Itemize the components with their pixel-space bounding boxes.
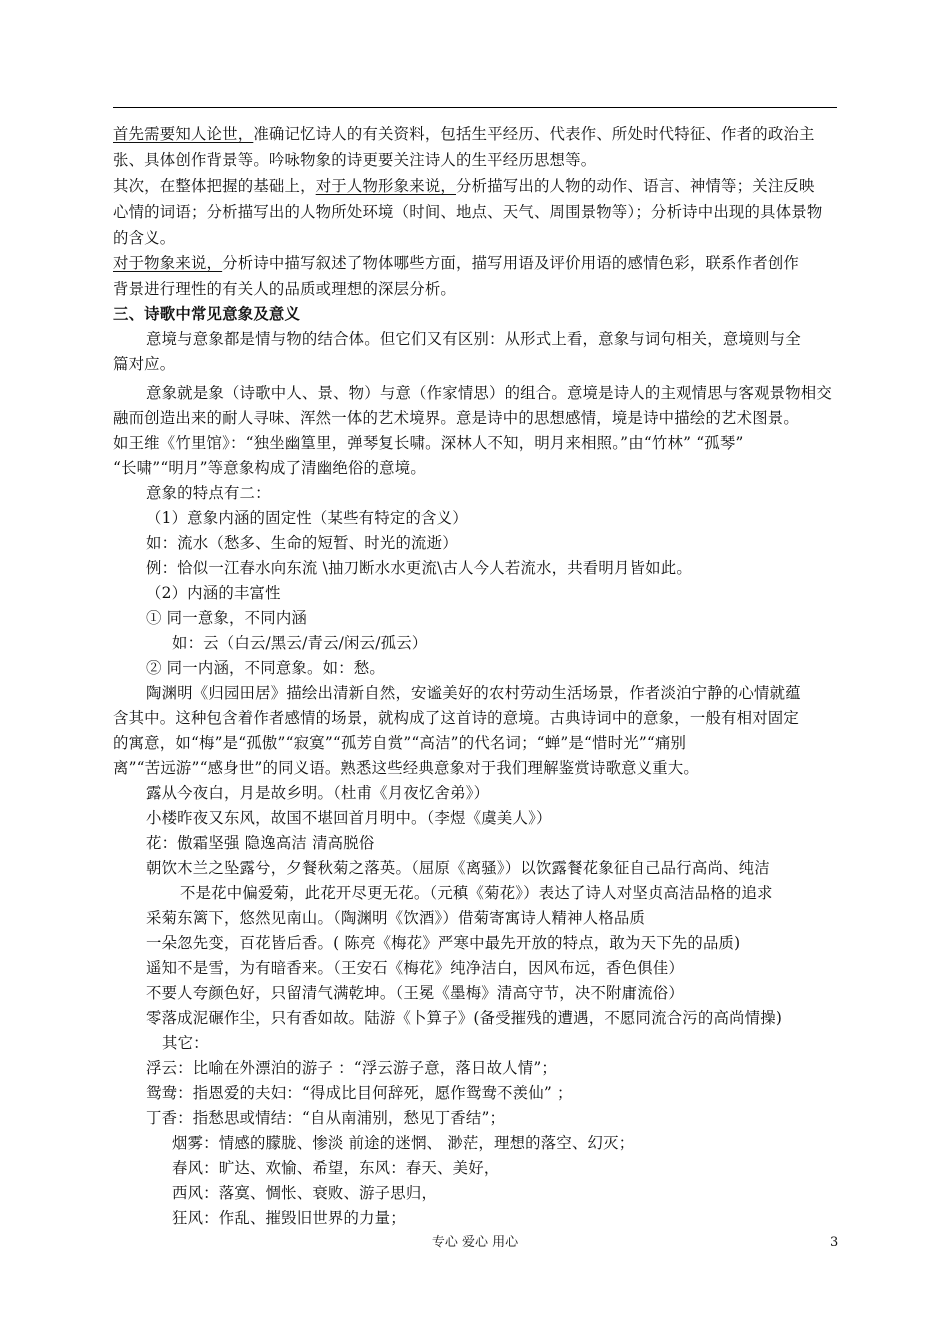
feature-item: （1）意象内涵的固定性（某些有特定的含义）	[146, 509, 468, 527]
paragraph-line: 心情的词语；分析描写出的人物所处环境（时间、地点、天气、周围景物等）；分析诗中出现的具体景物	[113, 203, 823, 221]
others-item: 春风：旷达、欢愉、希望，东风：春天、美好，	[172, 1159, 500, 1177]
example-line: 露从今夜白，月是故乡明。（杜甫《月夜忆舍弟》）	[146, 784, 490, 802]
others-item: 狂风：作乱、摧毁旧世界的力量；	[172, 1209, 406, 1227]
others-item: 丁香：指愁思或情结：“自从南浦别，愁见丁香结”；	[146, 1109, 506, 1127]
example-line: 小楼昨夜又东风，故国不堪回首月明中。（李煜《虞美人》）	[146, 809, 552, 827]
page-number: 3	[830, 1235, 839, 1250]
paragraph-line	[113, 176, 815, 196]
underlined-phrase: 对于人物形象来说，	[315, 177, 457, 195]
feature-example: 例：恰似一江春水向东流 \抽刀断水水更流\古人今人若流水，共看明月皆如此。	[146, 559, 692, 577]
underlined-phrase: 首先需要知人论世，	[113, 125, 254, 143]
example-line: 采菊东篱下，悠然见南山。（陶渊明《饮酒》）借菊寄寓诗人精神人格品质	[146, 909, 646, 927]
others-item: 烟雾：情感的朦胧、惨淡 前途的迷惘、 渺茫，理想的落空、幻灭；	[172, 1134, 635, 1152]
text-run: 其次，在整体把握的基础上，	[113, 177, 316, 195]
paragraph-line	[113, 253, 799, 273]
feature-subitem: ① 同一意象，不同内涵	[146, 609, 307, 627]
underlined-phrase: 对于物象来说，	[113, 254, 223, 272]
footer-motto: 专心 爱心 用心	[431, 1235, 519, 1250]
feature-example: 如：云（白云/黑云/青云/闲云/孤云）	[172, 634, 428, 652]
example-line: 朝饮木兰之坠露兮，夕餐秋菊之落英。（屈原《离骚》）以饮露餐花象征自己品行高尚、纯洁	[146, 859, 770, 877]
paragraph-line: 如王维《竹里馆》：“独坐幽篁里，弹琴复长啸。深林人不知，明月来相照。”由“竹林” “孤琴”	[113, 434, 744, 452]
example-line: 不要人夸颜色好，只留清气满乾坤。（王冕《墨梅》清高守节，决不附庸流俗）	[146, 984, 684, 1002]
paragraph-line: 背景进行理性的有关人的品质或理想的深层分析。	[113, 280, 456, 298]
others-item: 鸳鸯：指恩爱的夫妇：“得成比目何辞死，愿作鸳鸯不羡仙” ；	[146, 1084, 573, 1102]
section-heading: 三、诗歌中常见意象及意义	[113, 305, 301, 323]
paragraph-line: “长啸”“明月”等意象构成了清幽绝俗的意境。	[113, 459, 426, 477]
paragraph-line: 篇对应。	[113, 355, 176, 373]
paragraph-line: 的含义。	[113, 229, 176, 247]
example-line: 遥知不是雪，为有暗香来。（王安石《梅花》纯净洁白，因风布远，香色俱佳）	[146, 959, 684, 977]
feature-example: 如：流水（愁多、生命的短暂、时光的流逝）	[146, 534, 458, 552]
paragraph-line: 陶渊明《归园田居》描绘出清新自然，安谧美好的农村劳动生活场景，作者淡泊宁静的心情就蕴	[146, 684, 801, 702]
feature-subitem: ② 同一内涵，不同意象。如：愁。	[146, 659, 385, 677]
paragraph-line: 含其中。这种包含着作者感情的场景，就构成了这首诗的意境。古典诗词中的意象，一般有相对固定	[113, 709, 799, 727]
paragraph-line: 离”“苦远游”“感身世”的同义语。熟悉这些经典意象对于我们理解鉴赏诗歌意义重大。	[113, 759, 700, 777]
others-title: 其它：	[162, 1034, 209, 1052]
paragraph-line: 融而创造出来的耐人寻味、浑然一体的艺术境界。意是诗中的思想感情，境是诗中描绘的艺术图景。	[113, 409, 799, 427]
others-item: 浮云：比喻在外漂泊的游子 ：“浮云游子意，落日故人情”；	[146, 1059, 557, 1077]
paragraph-line: 意象就是象（诗歌中人、景、物）与意（作家情思）的组合。意境是诗人的主观情思与客观景物相交	[146, 384, 832, 402]
paragraph-line: 张、具体创作背景等。吟咏物象的诗更要关注诗人的生平经历思想等。	[113, 151, 597, 169]
example-line: 不是花中偏爱菊，此花开尽更无花。（元稹《菊花》）表达了诗人对坚贞高洁品格的追求	[180, 884, 773, 902]
paragraph-line: 的寓意，如“梅”是“孤傲”“寂寞”“孤芳自赏”“高洁”的代名词；“蝉”是“惜时光”“痛别	[113, 734, 687, 752]
others-item: 西风：落寞、惆怅、衰败、游子思归，	[172, 1184, 438, 1202]
feature-item: （2）内涵的丰富性	[146, 584, 281, 602]
features-title: 意象的特点有二：	[146, 484, 271, 502]
example-line: 一朵忽先变，百花皆后香。( 陈亮《梅花》严寒中最先开放的特点，敢为天下先的品质)	[146, 934, 741, 952]
paragraph-line: 意境与意象都是情与物的结合体。但它们又有区别：从形式上看，意象与词句相关，意境则与全	[146, 330, 801, 348]
text-run: 分析诗中描写叙述了物体哪些方面，描写用语及评价用语的感情色彩，联系作者创作	[222, 254, 799, 272]
text-run: 分析描写出的人物的动作、语言、神情等；关注反映	[456, 177, 815, 195]
header-rule	[113, 107, 837, 108]
example-line: 花：傲霜坚强 隐逸高洁 清高脱俗	[146, 834, 375, 852]
example-line: 零落成泥碾作尘，只有香如故。陆游《卜算子》(备受摧残的遭遇，不愿同流合污的高尚情操)	[146, 1009, 783, 1027]
text-run: 准确记忆诗人的有关资料，包括生平经历、代表作、所处时代特征、作者的政治主	[253, 125, 815, 143]
paragraph-line	[113, 124, 815, 144]
